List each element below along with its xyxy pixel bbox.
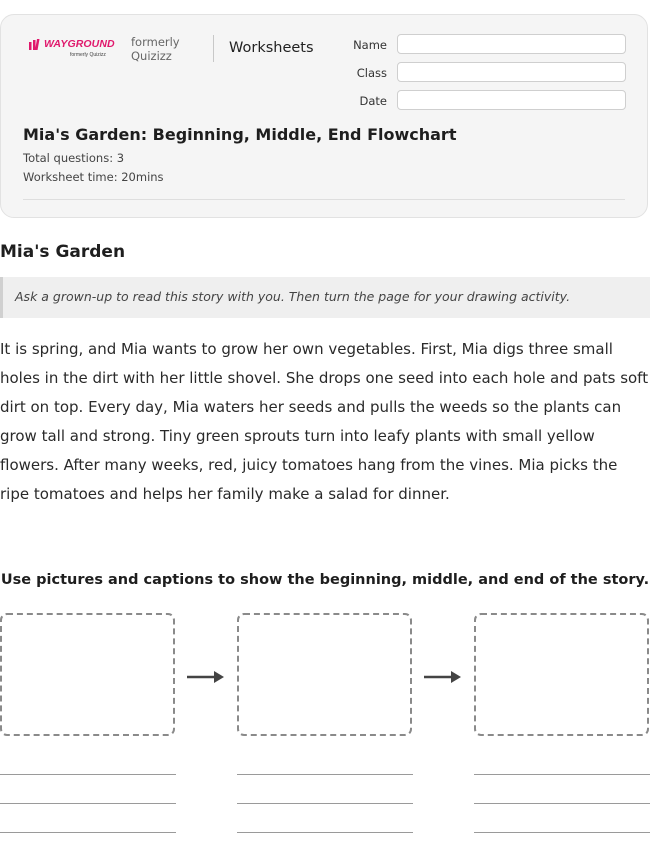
caption-line-middle-3[interactable] — [237, 832, 413, 833]
logo-subtext: formerly Quizizz — [70, 52, 106, 58]
header-rule — [23, 199, 625, 200]
date-field[interactable] — [397, 90, 626, 110]
drawing-box-middle[interactable] — [237, 613, 412, 736]
caption-line-end-1[interactable] — [474, 774, 650, 775]
logo-text: WAYGROUND — [44, 38, 115, 50]
drawing-box-beginning[interactable] — [0, 613, 175, 736]
class-field[interactable] — [397, 62, 626, 82]
total-questions: Total questions: 3 — [23, 151, 125, 165]
caption-line-beginning-1[interactable] — [0, 774, 176, 775]
class-label: Class — [356, 66, 387, 80]
name-field[interactable] — [397, 34, 626, 54]
formerly-quizizz-text: formerly Quizizz — [131, 35, 180, 63]
caption-line-middle-2[interactable] — [237, 803, 413, 804]
caption-line-beginning-3[interactable] — [0, 832, 176, 833]
caption-line-beginning-2[interactable] — [0, 803, 176, 804]
activity-prompt: Use pictures and captions to show the beginning, middle, and end of the story. — [0, 572, 650, 588]
header-divider — [213, 35, 214, 62]
caption-line-middle-1[interactable] — [237, 774, 413, 775]
caption-line-end-3[interactable] — [474, 832, 650, 833]
name-label: Name — [353, 38, 387, 52]
story-title: Mia's Garden — [0, 242, 126, 262]
arrow-right-icon — [424, 668, 462, 686]
logo-mark-icon — [29, 39, 43, 50]
caption-line-end-2[interactable] — [474, 803, 650, 804]
drawing-box-end[interactable] — [474, 613, 649, 736]
worksheet-title: Mia's Garden: Beginning, Middle, End Flowchart — [23, 125, 457, 144]
arrow-right-icon — [187, 668, 225, 686]
instruction-callout — [0, 277, 650, 318]
instruction-text: Ask a grown-up to read this story with you. Then turn the page for your drawing activity. — [15, 289, 571, 304]
wayground-logo — [29, 38, 119, 64]
worksheet-time: Worksheet time: 20mins — [23, 170, 164, 184]
worksheets-label: Worksheets — [229, 40, 314, 56]
story-text: It is spring, and Mia wants to grow her own vegetables. First, Mia digs three small holes in the dirt with her little shovel. She drops one seed into each hole and pats soft dirt on top. Every day, Mia waters her seeds and pulls the weeds so the plants can grow tall and strong. Tiny green sprouts turn into leafy plants with small yellow flowers. After many weeks, red, juicy tomatoes hang from the vines. Mia picks the ripe tomatoes and helps her family make a salad for dinner. — [0, 340, 649, 503]
date-label: Date — [359, 94, 387, 108]
